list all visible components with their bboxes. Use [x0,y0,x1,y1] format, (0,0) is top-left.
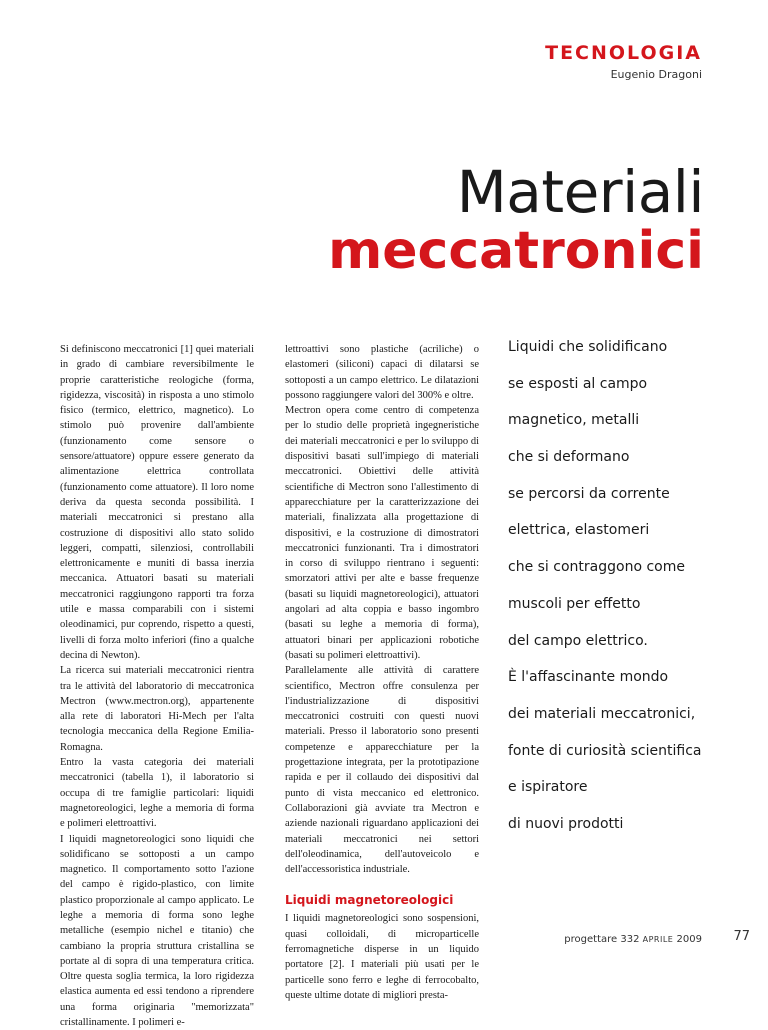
pull-quote-line: di nuovi prodotti [508,813,718,850]
body-column-1 [60,342,254,1030]
paragraph: Entro la vasta categoria dei materiali meccatronici (tabella 1), il laboratorio si occupa di tre famiglie particolari: liquidi magnetoreologici, leghe a memoria di forma e polimeri elettroattivi. [60,755,254,831]
pull-quote-line: che si contraggono come [508,556,718,593]
pull-quote-line: e ispiratore [508,776,718,813]
pull-quote-line: muscoli per effetto [508,593,718,630]
paragraph: Parallelamente alle attività di carattere scientifico, Mectron offre consulenza per l'industrializzazione di dispositivi meccatronici costruiti con questi nuovi materiali. Presso il laboratorio sono presenti competenze e apparecchiature per la progettazione integrata, per la prototipazione rapida e per il collaudo dei dispositivi dal punto di vista meccanico ed elettronico. Collaborazioni già avviate tra Mectron e aziende nazionali riguardano applicazioni dei materiali meccatronici nei settori dell'oleodinamica, dell'autoveicolo e dell'accessoristica industriale. [285,663,479,877]
paragraph: I liquidi magnetoreologici sono sospensioni, quasi colloidali, di microparticelle ferromagnetiche disperse in un liquido portatore [2]. I materiali più usati per le particelle sono ferro e leghe di ferrocobalto, queste ultime dotate di migliori presta- [285,911,479,1003]
issue-year: 2009 [677,934,702,945]
body-column-2 [285,342,479,1003]
pull-quote-line: dei materiali meccatronici, [508,703,718,740]
paragraph: Si definiscono meccatronici [1] quei materiali in grado di cambiare reversibilmente le proprie caratteristiche reologiche (forma, rigidezza, viscosità) in risposta a uno stimolo fisico (termico, elettrico, magnetico). Lo stimolo può provenire dall'ambiente (funzionamento come sensore o sensore/attuatore) oppure essere generato da alimentazione elettrica controllata (funzionamento come attuatore). Il loro nome deriva da questa seconda possibilità. I materiali meccatronici si prestano alla costruzione di dispositivi allo stato solido leggeri, compatti, silenziosi, controllabili elettronicamente e muniti di bassa inerzia meccanica. Attuatori basati su materiali meccatronici raggiungono rapporti tra forza utile e massa comparabili con i sistemi oleodinamici, pur coprendo, rispetto a questi, livelli di forza molto inferiori (fino a qualche decina di Newton). [60,342,254,663]
pull-quote-line: del campo elettrico. [508,630,718,667]
pull-quote-line: Liquidi che solidificano [508,336,718,373]
pull-quote-line: se percorsi da corrente [508,483,718,520]
author-name: Eugenio Dragoni [611,68,702,81]
section-label: TECNOLOGIA [545,42,702,64]
paragraph: La ricerca sui materiali meccatronici rientra tra le attività del laboratorio di meccatronica Mectron (www.mectron.org), appartenente alla rete di laboratori Hi-Mech per l'alta tecnologia meccanica della Regione Emilia-Romagna. [60,663,254,755]
pull-quote-line: fonte di curiosità scientifica [508,740,718,777]
pull-quote-line: se esposti al campo [508,373,718,410]
paragraph: Mectron opera come centro di competenza per lo studio delle proprietà ingegneristiche dei materiali meccatronici e per lo sviluppo di dispositivi basati sull'impiego di materiali meccatronici. Obiettivi delle attività scientifiche di Mectron sono l'allestimento di apparecchiature per la caratterizzazione dei materiali, finalizzata alla progettazione di dispositivi, e la costruzione di dimostratori meccatronici funzionanti. Tra i dimostratori in corso di sviluppo rientrano i seguenti: smorzatori attivi per alte e basse frequenze (basati su liquidi magnetoreologici), attuatori angolari ad alta coppia e basso ingombro (basati su leghe a memoria di forma), attuatori binari per applicazioni robotiche (basati su polimeri elettroattivi). [285,403,479,663]
article-title-line1: Materiali [457,163,704,221]
page-number: 77 [733,929,750,944]
pull-quote-line: che si deformano [508,446,718,483]
article-title-line2: meccatronici [328,225,704,277]
pull-quote-line: elettrica, elastomeri [508,519,718,556]
paragraph: lettroattivi sono plastiche (acriliche) o elastomeri (siliconi) capaci di dilatarsi se sottoposti a un campo elettrico. Le dilatazioni possono raggiungere valori del 300% e oltre. [285,342,479,403]
page-footer [564,934,702,945]
pull-quote [508,336,718,850]
pull-quote-line: magnetico, metalli [508,409,718,446]
section-subheading: Liquidi magnetoreologici [285,893,479,907]
pull-quote-line: È l'affascinante mondo [508,666,718,703]
issue-month: APRILE [643,935,674,944]
magazine-issue: progettare 332 [564,934,639,945]
paragraph: I liquidi magnetoreologici sono liquidi che solidificano se sottoposti a un campo magnetico. Il comportamento sotto l'azione del campo è rigido-plastico, con limite plastico proporzionale al campo applicato. Le leghe a memoria di forma sono leghe metalliche (esempio nichel e titanio) che cambiano la propria struttura cristallina se portate al di sopra di una temperatura critica. Oltre questa soglia termica, la loro rigidezza elastica aumenta ed essi tendono a riprendere una forma originaria "memorizzata" cristallinamente. I polimeri e- [60,832,254,1030]
